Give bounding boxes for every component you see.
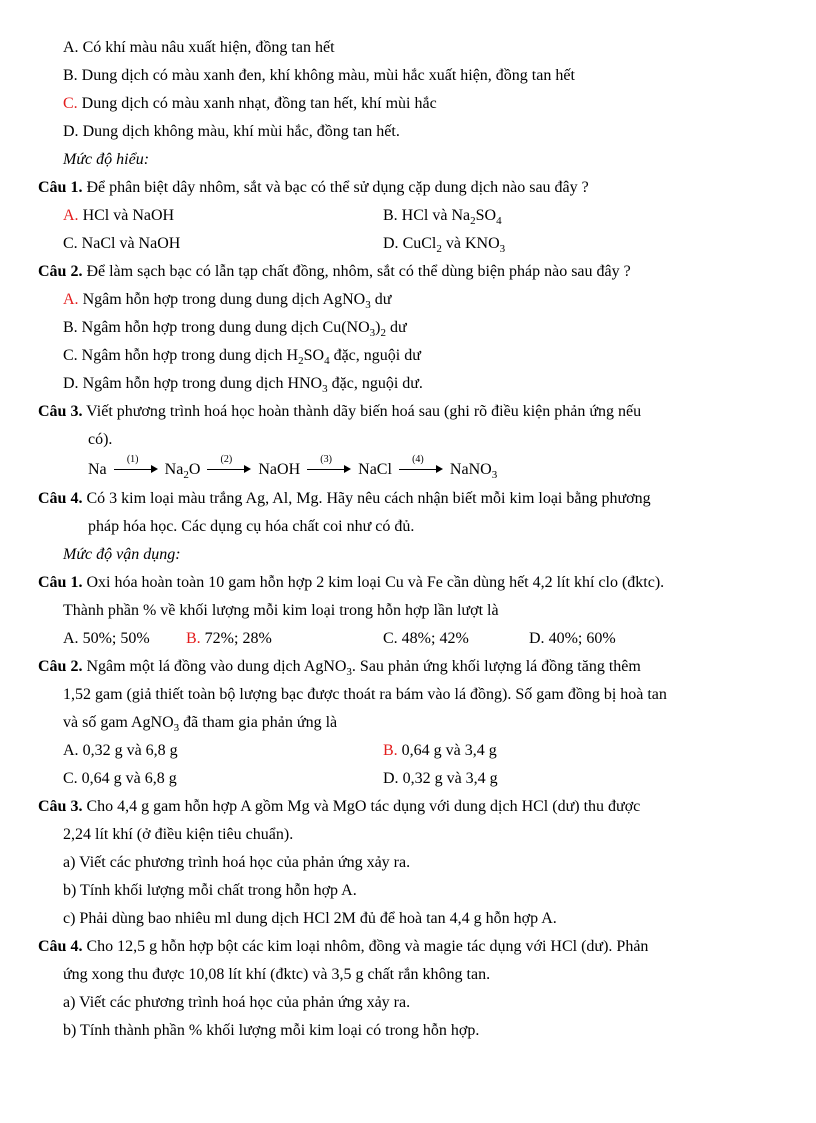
option-text: NaCl và NaOH (81, 235, 181, 252)
option-letter: A. (63, 742, 79, 759)
option-text: 0,64 g và 6,8 g (81, 770, 177, 787)
option-letter-correct: C. (63, 95, 78, 112)
reaction-arrow (307, 454, 351, 473)
vandung-q4-line2: ứng xong thu được 10,08 lít khí (đktc) và 3,5 g chất rắn không tan. (63, 966, 491, 983)
reaction-arrow (207, 454, 251, 473)
question-text: Cho 12,5 g hỗn hợp bột các kim loại nhôm, đồng và magie tác dụng với HCl (dư). Phản (86, 938, 649, 955)
hieu-q2-option-d (63, 374, 423, 394)
hieu-q1-option-a (63, 206, 174, 226)
option-letter: B. (63, 67, 78, 84)
option-letter: A. (63, 630, 79, 647)
chain-species: NaNO$_3$ (449, 461, 498, 481)
section-heading-hieu: Mức độ hiểu: (63, 151, 150, 168)
prev-option-d (63, 122, 400, 142)
chain-species: $Na_2O$ (164, 461, 201, 481)
option-letter: C. (63, 770, 78, 787)
vandung-q3-part-c: c) Phải dùng bao nhiêu ml dung dịch HCl 2M đủ để hoà tan 4,4 g hỗn hợp A. (63, 910, 557, 927)
reaction-chain (88, 454, 498, 481)
question-label: Câu 1. (38, 574, 83, 591)
question-text: Ngâm một lá đồng vào dung dịch AgNO$_3$. Sau phản ứng khối lượng lá đồng tăng thêm (86, 658, 641, 678)
vandung-q1-option-a (63, 629, 150, 649)
option-text: HCl và $Na_2SO_4$ (401, 207, 502, 227)
reaction-arrow (399, 454, 443, 473)
option-letter: C. (63, 347, 78, 364)
vandung-q1-option-c (383, 629, 469, 649)
vandung-q3-line2: 2,24 lít khí (ở điều kiện tiêu chuẩn). (63, 826, 294, 843)
vandung-q2-option-b (383, 741, 497, 761)
option-letter: A. (63, 39, 79, 56)
prev-option-b (63, 66, 575, 86)
vandung-q4-part-b: b) Tính thành phần % khối lượng mỗi kim loại có trong hỗn hợp. (63, 1022, 480, 1039)
option-letter: B. (383, 207, 398, 224)
option-letter-correct: A. (63, 291, 79, 308)
option-text: 72%; 28% (204, 630, 272, 647)
vandung-q4-part-a: a) Viết các phương trình hoá học của phản ứng xảy ra. (63, 994, 411, 1011)
option-text: 0,64 g và 3,4 g (401, 742, 497, 759)
option-letter: B. (63, 319, 78, 336)
option-letter: C. (383, 630, 398, 647)
arrow-label: (3) (320, 454, 332, 465)
hieu-q4 (38, 489, 651, 509)
vandung-q2-option-a (63, 741, 178, 761)
vandung-q2 (38, 657, 641, 677)
option-text: HCl và NaOH (82, 207, 175, 224)
option-letter-correct: B. (383, 742, 398, 759)
option-letter: D. (383, 235, 399, 252)
hieu-q3 (38, 402, 641, 422)
hieu-q3-line2: có). (88, 431, 113, 448)
arrow-label: (4) (412, 454, 424, 465)
vandung-q3-part-b: b) Tính khối lượng mỗi chất trong hỗn hợp A. (63, 882, 357, 899)
question-text: Để làm sạch bạc có lẫn tạp chất đồng, nhôm, sắt có thể dùng biện pháp nào sau đây ? (86, 263, 631, 280)
option-text: 40%; 60% (548, 630, 616, 647)
option-text: Ngâm hỗn hợp trong dung dung dịch $Cu(NO_3)_2$ dư (81, 319, 407, 339)
question-text: Để phân biệt dây nhôm, sắt và bạc có thể sử dụng cặp dung dịch nào sau đây ? (86, 179, 589, 196)
option-letter: D. (383, 770, 399, 787)
reaction-arrow (114, 454, 158, 473)
option-text: Ngâm hỗn hợp trong dung dịch $HNO_3$ đặc, nguội dư. (82, 375, 423, 395)
question-label: Câu 2. (38, 658, 83, 675)
hieu-q2-option-a (63, 290, 391, 310)
hieu-q2-option-c (63, 346, 421, 366)
option-letter-correct: A. (63, 207, 79, 224)
hieu-q2 (38, 262, 631, 282)
question-text: Cho 4,4 g gam hỗn hợp A gồm Mg và MgO tác dụng với dung dịch HCl (dư) thu được (86, 798, 641, 815)
question-label: Câu 4. (38, 490, 83, 507)
option-text: CuCl$_2$ và $KNO_3$ (402, 235, 506, 255)
hieu-q1-option-b (383, 206, 502, 226)
vandung-q2-option-d (383, 769, 498, 789)
option-text: Dung dịch có màu xanh đen, khí không màu, mùi hắc xuất hiện, đồng tan hết (81, 67, 575, 84)
vandung-q1 (38, 573, 664, 593)
question-label: Câu 4. (38, 938, 83, 955)
vandung-q2-line2: 1,52 gam (giả thiết toàn bộ lượng bạc được thoát ra bám vào lá đồng). Số gam đồng bị hoà tan (63, 686, 667, 703)
question-label: Câu 3. (38, 798, 83, 815)
section-heading-vandung: Mức độ vận dụng: (63, 546, 181, 563)
hieu-q4-line2: pháp hóa học. Các dụng cụ hóa chất coi như có đủ. (88, 518, 415, 535)
chain-species: NaOH (258, 461, 301, 478)
option-text: 0,32 g và 3,4 g (402, 770, 498, 787)
vandung-q2-option-c (63, 769, 177, 789)
question-text: Có 3 kim loại màu trắng Ag, Al, Mg. Hãy nêu cách nhận biết mỗi kim loại bằng phương (86, 490, 651, 507)
vandung-q3 (38, 797, 640, 817)
vandung-q2-line3: và số gam AgNO$_3$ đã tham gia phản ứng là (63, 714, 338, 734)
option-text: Có khí màu nâu xuất hiện, đồng tan hết (82, 39, 335, 56)
option-text: Ngâm hỗn hợp trong dung dịch $H_2SO_4$ đặc, nguội dư (81, 347, 421, 367)
option-text: Dung dịch có màu xanh nhạt, đồng tan hết, khí mùi hắc (81, 95, 437, 112)
option-text: 48%; 42% (401, 630, 469, 647)
question-text: Oxi hóa hoàn toàn 10 gam hỗn hợp 2 kim loại Cu và Fe cần dùng hết 4,2 lít khí clo (đktc). (86, 574, 665, 591)
question-text: Viết phương trình hoá học hoàn thành dãy biến hoá sau (ghi rõ điều kiện phản ứng nếu (86, 403, 642, 420)
hieu-q1 (38, 178, 589, 198)
option-text: 50%; 50% (82, 630, 150, 647)
vandung-q1-option-d (529, 629, 616, 649)
question-label: Câu 2. (38, 263, 83, 280)
vandung-q4 (38, 937, 648, 957)
option-letter: D. (529, 630, 545, 647)
hieu-q1-option-c (63, 234, 180, 254)
prev-option-c (63, 94, 437, 114)
option-text: 0,32 g và 6,8 g (82, 742, 178, 759)
arrow-label: (2) (220, 454, 233, 465)
vandung-q3-part-a: a) Viết các phương trình hoá học của phản ứng xảy ra. (63, 854, 411, 871)
option-letter: D. (63, 123, 79, 140)
option-letter-correct: B. (186, 630, 201, 647)
chain-species: Na (88, 461, 107, 478)
arrow-label: (1) (126, 454, 139, 465)
question-label: Câu 3. (38, 403, 83, 420)
option-letter: C. (63, 235, 78, 252)
vandung-q1-option-b (186, 629, 272, 649)
prev-option-a (63, 38, 335, 58)
vandung-q1-line2: Thành phần % về khối lượng mỗi kim loại trong hỗn hợp lần lượt là (63, 602, 499, 619)
hieu-q2-option-b (63, 318, 407, 338)
option-text: Dung dịch không màu, khí mùi hắc, đồng tan hết. (82, 123, 400, 140)
chain-species: NaCl (358, 461, 392, 478)
question-label: Câu 1. (38, 179, 83, 196)
hieu-q1-option-d (383, 234, 505, 254)
option-text: Ngâm hỗn hợp trong dung dung dịch AgNO$_3$ dư (82, 291, 392, 311)
option-letter: D. (63, 375, 79, 392)
